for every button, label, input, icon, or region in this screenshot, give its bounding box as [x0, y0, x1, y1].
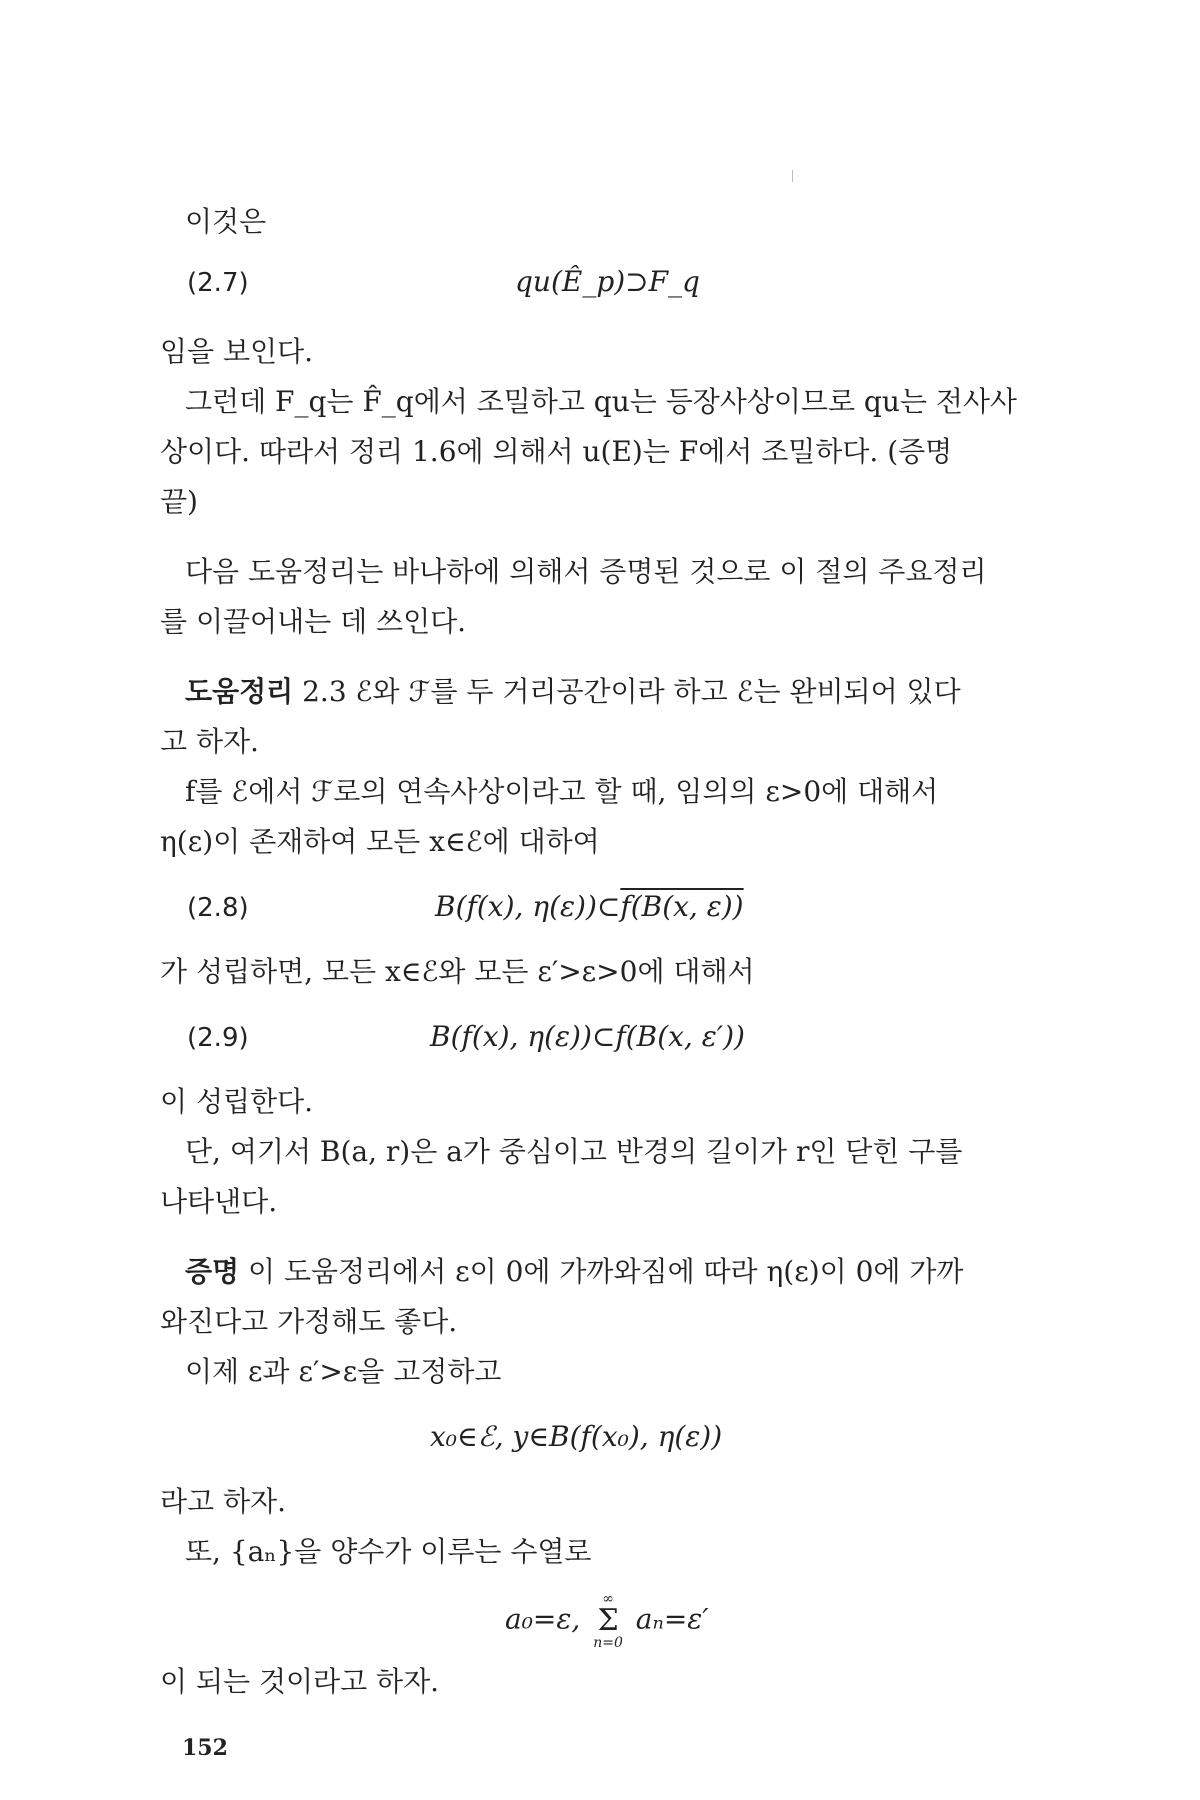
equation-series: [505, 1592, 709, 1650]
text-line: 라고 하자.: [160, 1485, 286, 1518]
text-line: 이 되는 것이라고 하자.: [160, 1665, 440, 1698]
text-line: 와진다고 가정해도 좋다.: [160, 1305, 458, 1338]
equation-number: (2.9): [187, 1023, 249, 1053]
summation-lower: n=0: [593, 1635, 623, 1651]
equation-series-left: a₀=ε,: [505, 1602, 581, 1636]
text-line: 끝): [160, 485, 198, 518]
scan-mark: [792, 170, 793, 182]
summation-sigma: Σ: [597, 1603, 619, 1638]
proof-heading: [185, 1255, 963, 1289]
equation-2-8: [435, 890, 744, 924]
text-line: 임을 보인다.: [160, 335, 314, 368]
equation-number: (2.8): [187, 893, 249, 923]
text-line: 를 이끌어내는 데 쓰인다.: [160, 605, 467, 638]
text-line: 이것은: [185, 205, 267, 238]
summation-upper: ∞: [602, 1591, 614, 1607]
equation-x0: x₀∈ℰ, y∈B(f(x₀), η(ε)): [430, 1420, 723, 1453]
lemma-label: 도움정리: [185, 675, 294, 708]
text-line: 나타낸다.: [160, 1185, 278, 1218]
text-line: 가 성립하면, 모든 x∈ℰ와 모든 ε′>ε>0에 대해서: [160, 955, 755, 988]
lemma-heading: [185, 675, 961, 709]
equation-2-9: B(f(x), η(ε))⊂f(B(x, ε′)): [430, 1020, 745, 1053]
text-line: 그런데 F_q는 F̂_q에서 조밀하고 qu는 등장사상이므로 qu는 전사사: [185, 385, 1017, 418]
text-line: 고 하자.: [160, 725, 259, 758]
text-line: 단, 여기서 B(a, r)은 a가 중심이고 반경의 길이가 r인 닫힌 구를: [185, 1135, 963, 1168]
equation-2-8-closure: f(B(x, ε)): [620, 890, 744, 923]
equation-series-right: aₙ=ε′: [635, 1602, 709, 1636]
text-line: 다음 도움정리는 바나하에 의해서 증명된 것으로 이 절의 주요정리: [185, 555, 987, 588]
proof-text: 이 도움정리에서 ε이 0에 가까와짐에 따라 η(ε)이 0에 가까: [248, 1255, 964, 1288]
text-line: 상이다. 따라서 정리 1.6에 의해서 u(E)는 F에서 조밀하다. (증명: [160, 435, 953, 468]
text-line: f를 ℰ에서 ℱ로의 연속사상이라고 할 때, 임의의 ε>0에 대해서: [185, 775, 939, 808]
page-number: 152: [182, 1735, 228, 1761]
text-line: 또, {aₙ}을 양수가 이루는 수열로: [185, 1535, 592, 1568]
summation-symbol: [593, 1592, 623, 1650]
text-line: 이제 ε과 ε′>ε을 고정하고: [185, 1355, 502, 1388]
equation-number: (2.7): [187, 268, 249, 298]
text-line: η(ε)이 존재하여 모든 x∈ℰ에 대하여: [160, 825, 600, 858]
equation-2-7: qu(Ê_p)⊃F_q: [515, 265, 700, 298]
equation-2-8-left: B(f(x), η(ε))⊂: [435, 890, 621, 923]
text-line: 이 성립한다.: [160, 1085, 314, 1118]
lemma-text: 2.3 ℰ와 ℱ를 두 거리공간이라 하고 ℰ는 완비되어 있다: [302, 675, 961, 708]
proof-label: 증명: [185, 1255, 240, 1288]
